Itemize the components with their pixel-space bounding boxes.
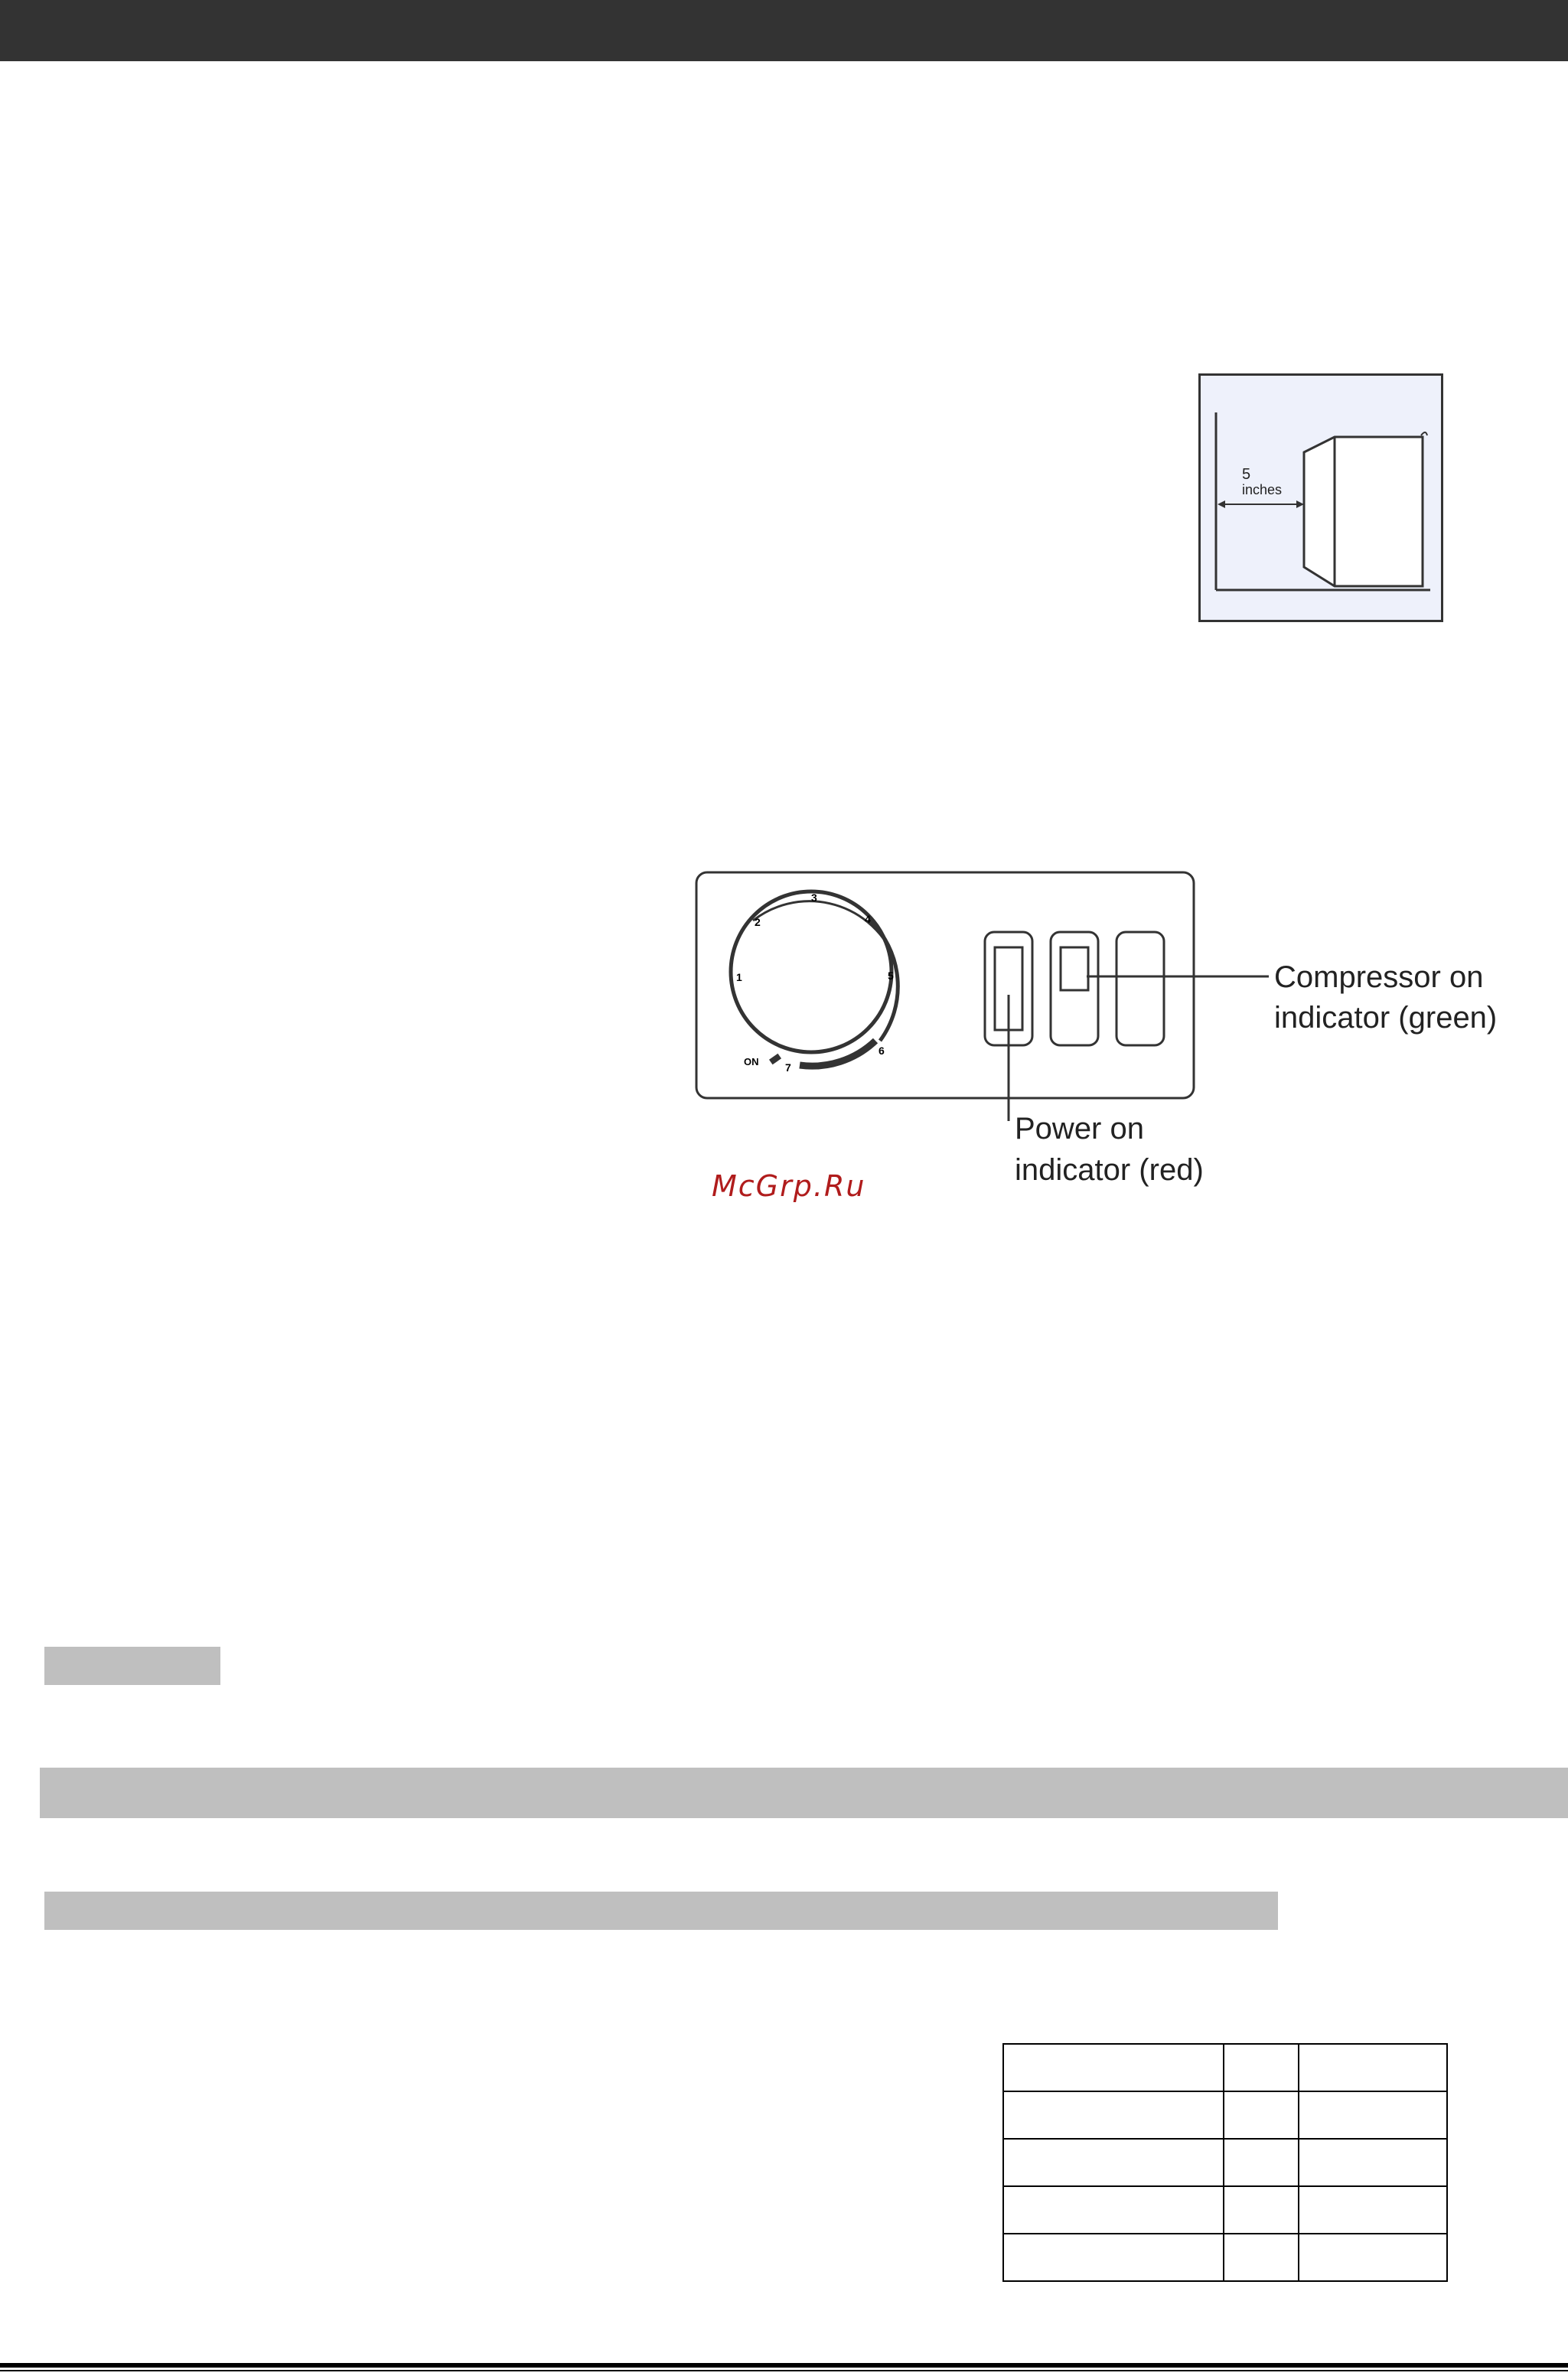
dial-label-7: 7: [785, 1061, 791, 1074]
table-row: [1003, 2186, 1447, 2234]
table-row: [1003, 2044, 1447, 2091]
section-heading-bar: [44, 1647, 220, 1685]
clearance-value: 5: [1242, 466, 1251, 483]
footer-rule: [0, 2363, 1568, 2368]
power-callout-line2: indicator (red): [1015, 1153, 1204, 1187]
section-heading-bar: [40, 1768, 1568, 1818]
subsection-heading-bar: [44, 1892, 1278, 1930]
footer-rule: [0, 2370, 1568, 2371]
clearance-diagram: [1198, 373, 1443, 622]
clearance-unit: inches: [1242, 482, 1283, 497]
dial-label-2: 2: [755, 916, 761, 928]
dial-label-4: 4: [865, 913, 871, 925]
power-callout-line1: Power on: [1015, 1112, 1144, 1146]
table-row: [1003, 2091, 1447, 2139]
dial-on-label: ON: [744, 1056, 759, 1067]
dial-label-1: 1: [736, 971, 742, 983]
header-bar: [0, 0, 1568, 61]
compressor-indicator: [1051, 932, 1098, 1045]
dial-label-5: 5: [888, 970, 894, 982]
table-row: [1003, 2234, 1447, 2281]
compressor-callout-line2: indicator (green): [1274, 1001, 1498, 1035]
watermark: McGrp.Ru: [712, 1169, 866, 1203]
compressor-callout-line1: Compressor on: [1274, 960, 1484, 994]
spec-table: [1002, 2043, 1448, 2282]
table-row: [1003, 2139, 1447, 2186]
dial-label-6: 6: [879, 1045, 885, 1057]
dial-label-3: 3: [811, 891, 817, 904]
blank-slot: [1117, 932, 1164, 1045]
